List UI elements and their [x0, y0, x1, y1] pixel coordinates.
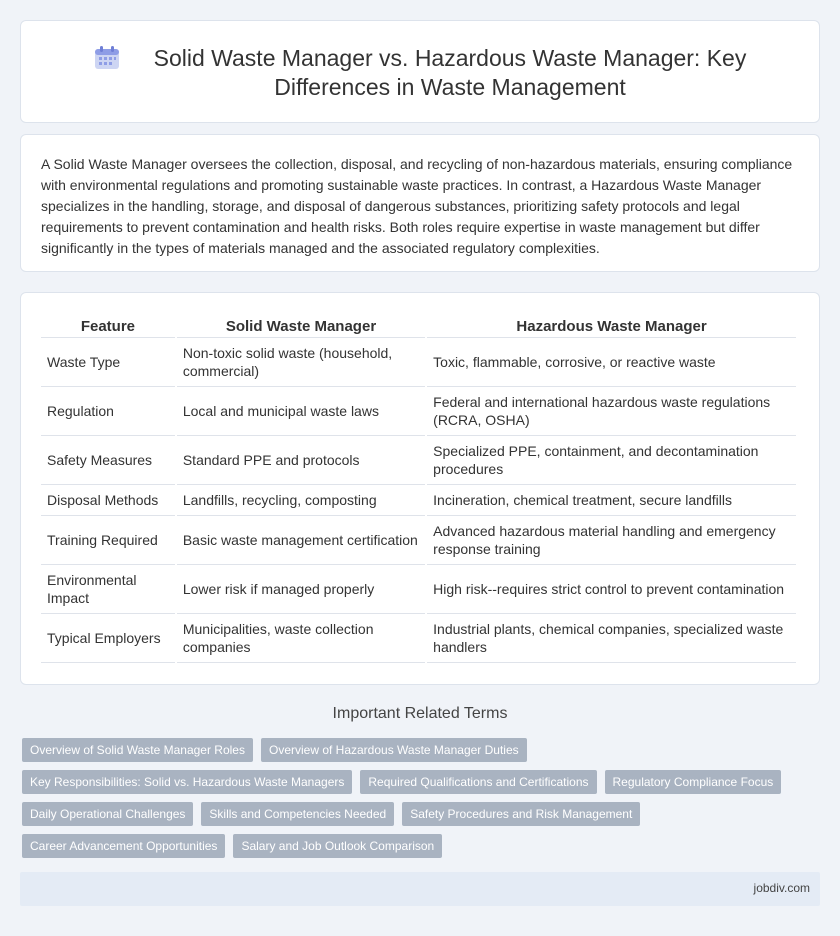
- row-hazardous-value: High risk--requires strict control to prevent contamination: [427, 565, 796, 614]
- intro-card: [20, 134, 820, 272]
- row-feature: Safety Measures: [41, 436, 175, 485]
- row-feature: Waste Type: [41, 338, 175, 387]
- table-row: [41, 516, 796, 565]
- table-header-row: [41, 312, 796, 338]
- row-hazardous-value: Industrial plants, chemical companies, specialized waste handlers: [427, 614, 796, 663]
- related-tag[interactable]: Skills and Competencies Needed: [201, 802, 394, 826]
- table-row: [41, 338, 796, 387]
- row-solid-value: Lower risk if managed properly: [177, 565, 425, 614]
- table-row: [41, 565, 796, 614]
- row-solid-value: Standard PPE and protocols: [177, 436, 425, 485]
- table-row: [41, 614, 796, 663]
- header-feature: Feature: [41, 312, 175, 338]
- related-tag[interactable]: Safety Procedures and Risk Management: [402, 802, 640, 826]
- row-solid-value: Municipalities, waste collection companies: [177, 614, 425, 663]
- row-solid-value: Local and municipal waste laws: [177, 387, 425, 436]
- row-feature: Regulation: [41, 387, 175, 436]
- title-card: [20, 20, 820, 123]
- row-solid-value: Basic waste management certification: [177, 516, 425, 565]
- header-hazardous-waste-manager: Hazardous Waste Manager: [427, 312, 796, 338]
- table-row: [41, 485, 796, 516]
- related-terms-title: Important Related Terms: [332, 705, 508, 722]
- related-tag[interactable]: Regulatory Compliance Focus: [605, 770, 782, 794]
- row-solid-value: Landfills, recycling, composting: [177, 485, 425, 516]
- comparison-table: [39, 312, 798, 663]
- row-solid-value: Non-toxic solid waste (household, commercial): [177, 338, 425, 387]
- related-tag[interactable]: Overview of Solid Waste Manager Roles: [22, 738, 253, 762]
- related-tag[interactable]: Key Responsibilities: Solid vs. Hazardous Waste Managers: [22, 770, 352, 794]
- related-terms-tags: [22, 738, 812, 858]
- row-hazardous-value: Incineration, chemical treatment, secure landfills: [427, 485, 796, 516]
- related-tag[interactable]: Daily Operational Challenges: [22, 802, 193, 826]
- footer: [20, 872, 820, 906]
- related-tag[interactable]: Required Qualifications and Certifications: [360, 770, 596, 794]
- row-feature: Training Required: [41, 516, 175, 565]
- related-tag[interactable]: Overview of Hazardous Waste Manager Duties: [261, 738, 527, 762]
- intro-paragraph: A Solid Waste Manager oversees the collection, disposal, and recycling of non-hazardous materials, ensuring compliance with environmental regulations and promoting sustainable waste practices. In contrast, a Hazardous Waste Manager specializes in the handling, storage, and disposal of dangerous substances, prioritizing safety protocols and legal requirements to prevent contamination and health risks. Both roles require expertise in waste management but differ significantly in the types of materials managed and the associated regulatory complexities.: [41, 156, 793, 256]
- row-feature: Environmental Impact: [41, 565, 175, 614]
- row-hazardous-value: Advanced hazardous material handling and emergency response training: [427, 516, 796, 565]
- row-hazardous-value: Toxic, flammable, corrosive, or reactive waste: [427, 338, 796, 387]
- header-solid-waste-manager: Solid Waste Manager: [177, 312, 425, 338]
- table-row: [41, 387, 796, 436]
- page-title: Solid Waste Manager vs. Hazardous Waste Manager: Key Differences in Waste Management: [153, 45, 747, 100]
- table-row: [41, 436, 796, 485]
- row-feature: Disposal Methods: [41, 485, 175, 516]
- row-hazardous-value: Federal and international hazardous waste regulations (RCRA, OSHA): [427, 387, 796, 436]
- related-tag[interactable]: Career Advancement Opportunities: [22, 834, 225, 858]
- row-feature: Typical Employers: [41, 614, 175, 663]
- comparison-table-card: [20, 292, 820, 685]
- related-tag[interactable]: Salary and Job Outlook Comparison: [233, 834, 442, 858]
- footer-site-link[interactable]: jobdiv.com: [753, 881, 810, 895]
- row-hazardous-value: Specialized PPE, containment, and decontamination procedures: [427, 436, 796, 485]
